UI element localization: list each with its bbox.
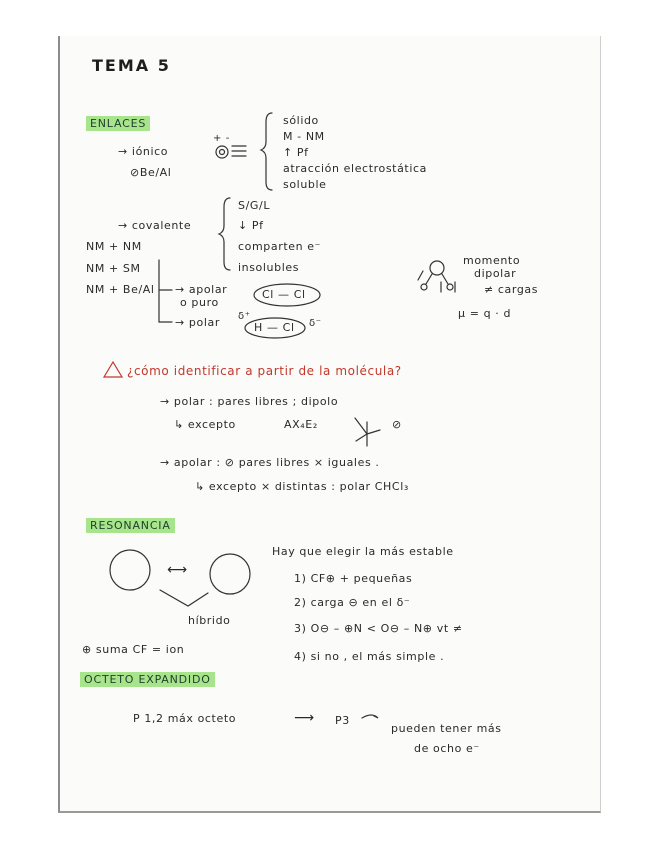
polar-label: → polar xyxy=(175,316,220,329)
delta-plus: δ⁺ xyxy=(238,311,251,322)
covalente-prop-1: ↓ Pf xyxy=(238,219,264,232)
suma-cf-text: ⊕ suma CF = ion xyxy=(82,643,185,656)
cl-cl-formula: Cl — Cl xyxy=(262,288,306,301)
section-enlaces-heading: ENLACES xyxy=(86,116,150,131)
section-octeto-heading: OCTETO EXPANDIDO xyxy=(80,672,215,687)
resonance-arrow: ⟷ xyxy=(167,562,188,578)
combo-nm-nm: NM + NM xyxy=(86,240,142,253)
apolar-label: → apolar xyxy=(175,283,228,296)
hibrido-label: híbrido xyxy=(188,614,231,627)
pueden-line-1: pueden tener más xyxy=(391,722,502,735)
excepto1-label: ↳ excepto xyxy=(174,418,236,431)
ion-charges: + - xyxy=(213,133,230,144)
resonance-rule-4: 4) si no , el más simple . xyxy=(294,650,445,663)
delta-minus: δ⁻ xyxy=(309,318,322,329)
resonance-rule-2: 2) carga ⊖ en el δ⁻ xyxy=(294,596,411,609)
warning-icon xyxy=(104,362,122,377)
p12-text: P 1,2 máx octeto xyxy=(133,712,237,725)
resonance-circle-right xyxy=(210,554,250,594)
cargas-label: ≠ cargas xyxy=(484,283,539,296)
covalent-brace xyxy=(219,198,230,270)
covalente-prop-2: comparten e⁻ xyxy=(238,240,322,253)
momento-label: momento xyxy=(463,254,521,267)
polar-rule: → polar : pares libres ; dipolo xyxy=(160,395,339,408)
octeto-curved-arrow xyxy=(362,715,378,718)
pueden-line-2: de ocho e⁻ xyxy=(414,742,480,755)
hybrid-sketch xyxy=(160,590,208,606)
covalente-prop-0: S/G/L xyxy=(238,199,271,212)
excepto1-result: ⊘ xyxy=(392,418,402,431)
ionico-example: ⊘Be/Al xyxy=(130,166,172,179)
section-resonancia-heading: RESONANCIA xyxy=(86,518,175,533)
resonance-circle-left xyxy=(110,550,150,590)
excepto2-text: ↳ excepto × distintas : polar CHCl₃ xyxy=(195,480,409,493)
question-text: ¿cómo identificar a partir de la molécula? xyxy=(127,364,402,378)
dipolar-label: dipolar xyxy=(474,267,517,280)
combo-nm-sm: NM + SM xyxy=(86,262,141,275)
octeto-arrow: ⟶ xyxy=(294,710,315,726)
ionico-prop-2: ↑ Pf xyxy=(283,146,309,159)
apolar-rule: → apolar : ⊘ pares libres × iguales . xyxy=(160,456,380,469)
elegir-text: Hay que elegir la más estable xyxy=(272,545,454,558)
dipole-formula: μ = q · d xyxy=(458,307,512,320)
resonance-rule-1: 1) CF⊕ + pequeñas xyxy=(294,572,413,585)
covalente-label: → covalente xyxy=(118,219,192,232)
p3-label: P3 xyxy=(335,714,350,727)
ionico-prop-0: sólido xyxy=(283,114,319,127)
ionic-brace xyxy=(261,113,272,190)
resonance-rule-3: 3) O⊖ – ⊕N < O⊖ – N⊕ vt ≠ xyxy=(294,622,463,635)
dipole-molecule-icon xyxy=(430,261,444,275)
excepto1-formula: AX₄E₂ xyxy=(284,418,318,431)
page-title: TEMA 5 xyxy=(92,56,171,75)
ionico-prop-3: atracción electrostática xyxy=(283,162,427,175)
ionico-prop-1: M - NM xyxy=(283,130,325,143)
combo-nm-beal: NM + Be/Al xyxy=(86,283,155,296)
covalente-prop-3: insolubles xyxy=(238,261,300,274)
ion-lattice-icon xyxy=(216,146,228,158)
apolar-sub: o puro xyxy=(180,296,219,309)
ax4e2-shape-icon xyxy=(355,418,380,446)
ionico-prop-4: soluble xyxy=(283,178,327,191)
h-cl-formula: H — Cl xyxy=(254,321,295,334)
ionico-label: → iónico xyxy=(118,145,169,158)
